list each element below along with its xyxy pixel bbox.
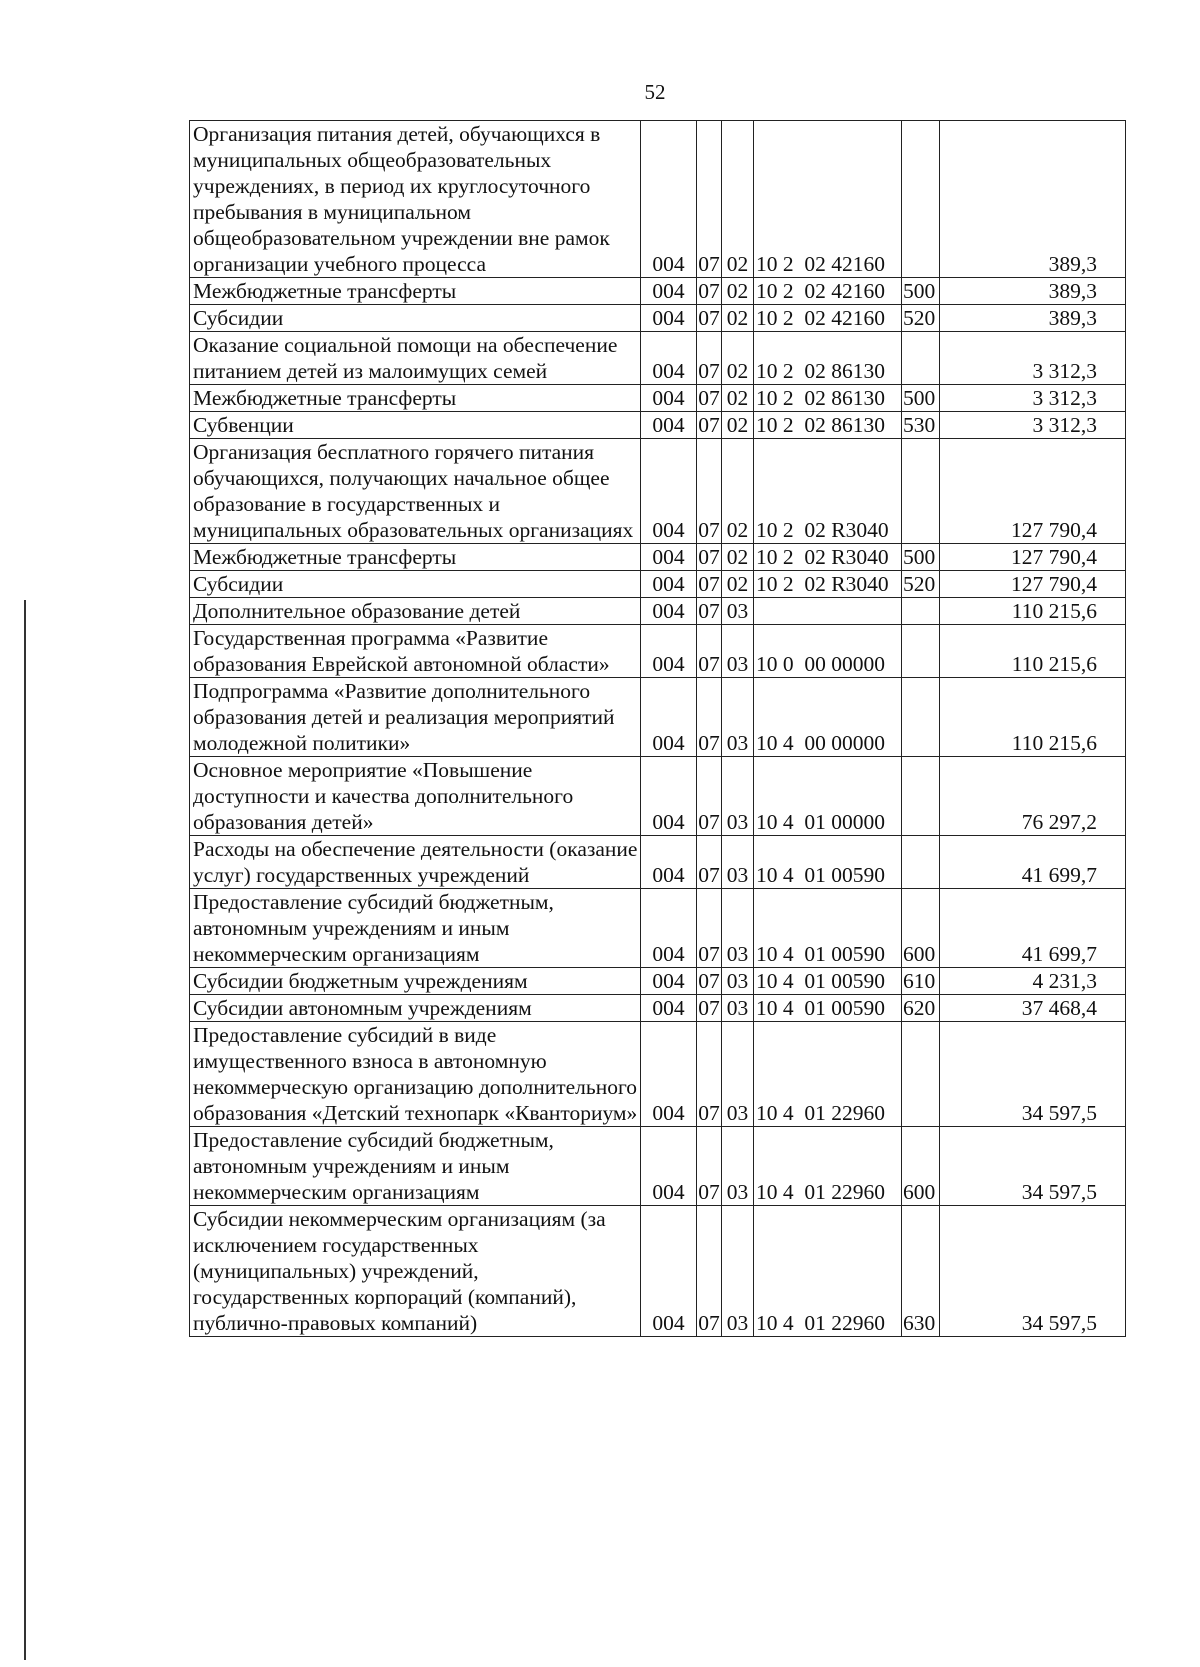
table-row: [190, 544, 1126, 571]
section-code: 07: [698, 572, 720, 596]
section-code: 07: [698, 386, 720, 410]
scan-edge-line: [24, 600, 26, 1660]
expense-type-code: [902, 836, 940, 889]
amount: 110 215,6: [940, 625, 1126, 678]
amount: 34 597,5: [940, 1127, 1126, 1206]
row-name: Межбюджетные трансферты: [190, 385, 641, 412]
row-name: Оказание социальной помощи на обеспечение питанием детей из малоимущих семей: [190, 332, 641, 385]
section-code: 07: [698, 996, 720, 1020]
row-name: Субсидии бюджетным учреждениям: [190, 968, 641, 995]
admin-code: 004: [641, 305, 697, 332]
table-row: [190, 121, 1126, 278]
expense-type-code: 520: [902, 305, 940, 332]
admin-code: 004: [641, 1206, 697, 1337]
amount: 3 312,3: [940, 412, 1126, 439]
admin-code: 004: [641, 1022, 697, 1127]
row-name: Межбюджетные трансферты: [190, 544, 641, 571]
expense-type-code: 500: [902, 544, 940, 571]
admin-code: 004: [641, 995, 697, 1022]
table-row: [190, 836, 1126, 889]
subsection-code: 02: [722, 544, 754, 571]
row-name: Субсидии: [190, 305, 641, 332]
expense-type-code: [902, 598, 940, 625]
amount: 127 790,4: [940, 439, 1126, 544]
expense-type-code: [902, 121, 940, 278]
target-article-code: 10 2 02 R3040: [754, 571, 902, 598]
subsection-code: 03: [722, 757, 754, 836]
subsection-code: 03: [722, 968, 754, 995]
section-code: 07: [697, 757, 722, 836]
amount: 110 215,6: [940, 598, 1126, 625]
page-number: 52: [644, 80, 666, 104]
expense-type-code: 610: [902, 968, 940, 995]
row-name: Предоставление субсидий бюджетным, автономным учреждениям и иным некоммерческим организациям: [190, 889, 641, 968]
target-article-code: 10 2 02 42160: [754, 278, 902, 305]
admin-code: 004: [641, 385, 697, 412]
subsection-code: 02: [722, 412, 754, 439]
amount: 76 297,2: [940, 757, 1126, 836]
subsection-code: 03: [722, 598, 754, 625]
admin-code: 004: [641, 571, 697, 598]
admin-code: 004: [641, 889, 697, 968]
row-name: Подпрограмма «Развитие дополнительного образования детей и реализация мероприятий молодежной политики»: [190, 678, 641, 757]
row-name: Предоставление субсидий бюджетным, автономным учреждениям и иным некоммерческим организациям: [190, 1127, 641, 1206]
amount: 127 790,4: [940, 544, 1126, 571]
table-row: [190, 332, 1126, 385]
expense-type-code: [902, 439, 940, 544]
amount: 41 699,7: [940, 889, 1126, 968]
admin-code: 004: [641, 678, 697, 757]
admin-code: 004: [641, 968, 697, 995]
subsection-code: 02: [722, 439, 754, 544]
table-row: [190, 678, 1126, 757]
target-article-code: 10 2 02 42160: [754, 305, 902, 332]
row-name: Дополнительное образование детей: [190, 598, 641, 625]
target-article-code: 10 4 01 00590: [754, 968, 902, 995]
amount: 3 312,3: [940, 385, 1126, 412]
table-row: [190, 995, 1126, 1022]
table-row: [190, 757, 1126, 836]
target-article-code: 10 2 02 86130: [754, 332, 902, 385]
subsection-code: 02: [722, 385, 754, 412]
table-row: [190, 968, 1126, 995]
table-row: [190, 439, 1126, 544]
subsection-code: 02: [722, 121, 754, 278]
section-code: 07: [697, 439, 722, 544]
table-row: [190, 1022, 1126, 1127]
row-name: Расходы на обеспечение деятельности (оказание услуг) государственных учреждений: [190, 836, 641, 889]
expense-type-code: [902, 332, 940, 385]
section-code: 07: [697, 1022, 722, 1127]
table-row: [190, 625, 1126, 678]
target-article-code: 10 4 01 22960: [754, 1206, 902, 1337]
admin-code: 004: [641, 598, 697, 625]
section-code: 07: [698, 969, 720, 993]
section-code: 07: [698, 545, 720, 569]
row-name: Предоставление субсидий в виде имущественного взноса в автономную некоммерческую организацию дополнительного образования «Детский технопарк «Кванториум»: [190, 1022, 641, 1127]
subsection-code: 03: [722, 1206, 754, 1337]
expense-type-code: 500: [902, 278, 940, 305]
section-code: 07: [697, 625, 722, 678]
amount: 389,3: [940, 121, 1126, 278]
target-article-code: 10 4 01 00590: [754, 889, 902, 968]
amount: 4 231,3: [940, 968, 1126, 995]
expense-type-code: 500: [902, 385, 940, 412]
expense-type-code: [902, 757, 940, 836]
admin-code: 004: [641, 121, 697, 278]
target-article-code: 10 4 01 22960: [754, 1127, 902, 1206]
target-article-code: 10 2 02 86130: [754, 412, 902, 439]
section-code: 07: [698, 599, 720, 623]
target-article-code: 10 4 01 22960: [754, 1022, 902, 1127]
table-row: [190, 412, 1126, 439]
row-name: Субсидии автономным учреждениям: [190, 995, 641, 1022]
subsection-code: 03: [722, 1022, 754, 1127]
section-code: 07: [697, 1206, 722, 1337]
expense-type-code: 520: [902, 571, 940, 598]
amount: 34 597,5: [940, 1022, 1126, 1127]
expense-type-code: 630: [902, 1206, 940, 1337]
target-article-code: 10 4 01 00590: [754, 836, 902, 889]
row-name: Субсидии: [190, 571, 641, 598]
expense-type-code: 620: [902, 995, 940, 1022]
admin-code: 004: [641, 757, 697, 836]
subsection-code: 02: [722, 571, 754, 598]
admin-code: 004: [641, 544, 697, 571]
admin-code: 004: [641, 836, 697, 889]
table-row: [190, 1127, 1126, 1206]
row-name: Государственная программа «Развитие образования Еврейской автономной области»: [190, 625, 641, 678]
expense-type-code: [902, 678, 940, 757]
admin-code: 004: [641, 412, 697, 439]
subsection-code: 02: [722, 305, 754, 332]
row-name: Субсидии некоммерческим организациям (за исключением государственных (муниципальных) учреждений, государственных корпораций (компаний), публично-правовых компаний): [190, 1206, 641, 1337]
table-row: [190, 889, 1126, 968]
amount: 3 312,3: [940, 332, 1126, 385]
section-code: 07: [697, 836, 722, 889]
section-code: 07: [697, 332, 722, 385]
row-name: Организация бесплатного горячего питания обучающихся, получающих начальное общее образование в государственных и муниципальных образовательных организациях: [190, 439, 641, 544]
row-name: Основное мероприятие «Повышение доступности и качества дополнительного образования детей»: [190, 757, 641, 836]
section-code: 07: [698, 413, 720, 437]
expense-type-code: 600: [902, 1127, 940, 1206]
amount: 127 790,4: [940, 571, 1126, 598]
subsection-code: 03: [722, 889, 754, 968]
subsection-code: 02: [722, 278, 754, 305]
amount: 37 468,4: [940, 995, 1126, 1022]
subsection-code: 03: [722, 1127, 754, 1206]
admin-code: 004: [641, 1127, 697, 1206]
section-code: 07: [697, 678, 722, 757]
table-row: [190, 1206, 1126, 1337]
target-article-code: 10 4 01 00000: [754, 757, 902, 836]
target-article-code: 10 2 02 R3040: [754, 544, 902, 571]
subsection-code: 03: [722, 836, 754, 889]
section-code: 07: [697, 1127, 722, 1206]
target-article-code: [754, 598, 902, 625]
admin-code: 004: [641, 278, 697, 305]
amount: 110 215,6: [940, 678, 1126, 757]
amount: 34 597,5: [940, 1206, 1126, 1337]
row-name: Субвенции: [190, 412, 641, 439]
expense-type-code: 600: [902, 889, 940, 968]
admin-code: 004: [641, 439, 697, 544]
amount: 41 699,7: [940, 836, 1126, 889]
subsection-code: 03: [722, 678, 754, 757]
table-body: [190, 121, 1126, 1337]
subsection-code: 02: [722, 332, 754, 385]
table-row: [190, 305, 1126, 332]
target-article-code: 10 4 00 00000: [754, 678, 902, 757]
target-article-code: 10 2 02 86130: [754, 385, 902, 412]
target-article-code: 10 4 01 00590: [754, 995, 902, 1022]
amount: 389,3: [940, 305, 1126, 332]
row-name: Организация питания детей, обучающихся в муниципальных общеобразовательных учреждениях, в период их круглосуточного пребывания в муниципальном общеобразовательном учреждении вне рамок организации учебного процесса: [190, 121, 641, 278]
target-article-code: 10 0 00 00000: [754, 625, 902, 678]
amount: 389,3: [940, 278, 1126, 305]
row-name: Межбюджетные трансферты: [190, 278, 641, 305]
table-row: [190, 278, 1126, 305]
section-code: 07: [697, 121, 722, 278]
admin-code: 004: [641, 625, 697, 678]
table-row: [190, 385, 1126, 412]
table-row: [190, 571, 1126, 598]
table-row: [190, 598, 1126, 625]
subsection-code: 03: [722, 995, 754, 1022]
target-article-code: 10 2 02 R3040: [754, 439, 902, 544]
subsection-code: 03: [722, 625, 754, 678]
target-article-code: 10 2 02 42160: [754, 121, 902, 278]
expense-type-code: [902, 625, 940, 678]
section-code: 07: [698, 279, 720, 303]
section-code: 07: [697, 889, 722, 968]
expense-type-code: 530: [902, 412, 940, 439]
admin-code: 004: [641, 332, 697, 385]
expense-type-code: [902, 1022, 940, 1127]
section-code: 07: [698, 306, 720, 330]
budget-table: [189, 120, 1126, 1337]
